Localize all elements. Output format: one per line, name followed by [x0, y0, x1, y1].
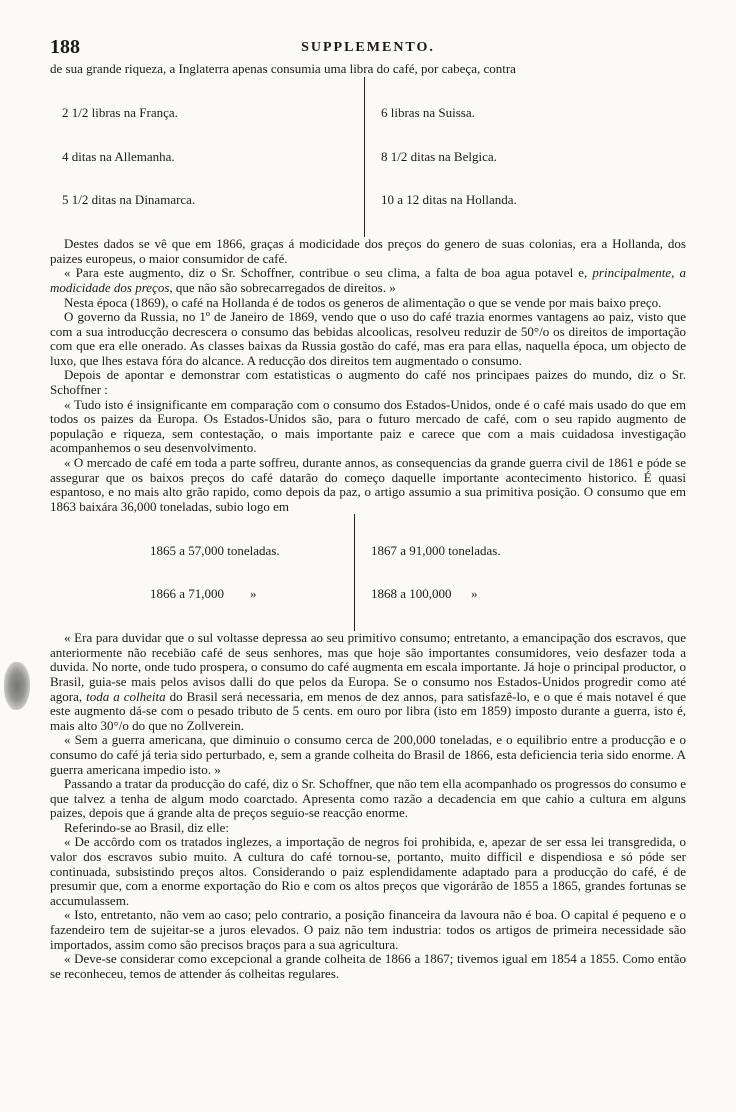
- paragraph-1: de sua grande riqueza, a Inglaterra apenas consumia uma libra do café, por cabeça, contra: [50, 61, 516, 76]
- running-title: SUPPLEMENTO.: [301, 40, 435, 55]
- consumption-table-left: [50, 77, 365, 238]
- paragraph-11: Passando a tratar da producção do café, diz o Sr. Schoffner, que não tem ella acompanhado os progressos do consumo e que talvez a tenha de algum modo coarctado. Apresenta como razão a decadencia em que cahio a cultura em alguns paizes, depois que á grande alta de preços seguio-se reacção enorme.: [50, 776, 686, 821]
- table-cell: 1865 a 57,000 toneladas.: [150, 542, 280, 558]
- paragraph-5: O governo da Russia, no 1º de Janeiro de 1869, vendo que o uso do café trazia enormes vantagens ao paiz, visto que com a sua introducção decrescera o consumo das bebidas alcoolicas, resolveu reduzir de 50°/o os direitos de importação com que era elle onerado. As classes baixas da Russia gostão do café, mas era para ellas, naquella época, um objecto de luxo, que lhes estava fóra do alcance. A reducção dos direitos tem augmentado o consumo.: [50, 309, 686, 368]
- page-number: 188: [50, 36, 80, 58]
- table-cell: 1867 a 91,000 toneladas.: [371, 542, 501, 558]
- tonnage-table-right: [371, 514, 501, 631]
- table-cell: 2 1/2 libras na França.: [62, 104, 178, 120]
- paragraph-9: « Era para duvidar que o sul voltasse depressa ao seu primitivo consumo; entretanto, a emancipação dos escravos, que anteriormente não recebião café de seus senhores, mas que hoje são importantes consumidores, veio desfazer toda a duvida. No norte, onde tudo prospera, o consumo do café augmenta em escala importante. Já hoje o principal productor, o Brasil, guia-se mais pelos avisos dalli do que pelos da Europa. Se o consumo nos Estados-Unidos progredir como até agora, toda a colheita do Brasil será necessaria, em menos de dez annos, para satisfazê-lo, e o que é mais notavel é que este augmento dá-se com o pesado tributo de 5 cents. em ouro por libra (isto em 1859) imposto durante a guerra, isto é, mais alto 30°/o do que no Zollverein.: [50, 630, 686, 733]
- page: [50, 36, 686, 981]
- table-cell: 1866 a 71,000 »: [150, 586, 257, 602]
- paragraph-8: « O mercado de café em toda a parte soffreu, durante annos, as consequencias da grande guerra civil de 1861 e póde se assegurar que os baixos preços do café datarão do começo daquelle importante acontecimento historico. É quasi espantoso, e no mais alto grão rapido, como depois da paz, o artigo assumio a sua primitiva posição. O consumo que em 1863 baixára 36,000 toneladas, subio logo em: [50, 455, 686, 514]
- table-cell: 6 libras na Suissa.: [381, 104, 475, 120]
- paragraph-7: « Tudo isto é insignificante em comparação com o consumo dos Estados-Unidos, onde é o café mais usado do que em todos os paizes da Europa. Os Estados-Unidos são, para o futuro mercado de café, com o seu rapido augmento de população e riqueza, sem contestação, o mais importante paiz e carece que com a mais cuidadosa investigação acompanhemos o seu desenvolvimento.: [50, 396, 686, 456]
- paragraph-15: « Deve-se considerar como excepcional a grande colheita de 1866 a 1867; tivemos igual em 1854 a 1855. Como então se reconheceu, temos de attender ás colheitas regulares.: [50, 951, 686, 981]
- paragraph-14: « Isto, entretanto, não vem ao caso; pelo contrario, a posição financeira da lavoura não é boa. O capital é pequeno e o fazendeiro tem de sujeitar-se a juros elevados. O paiz não tem industria: todos os artigos de primeira necessidade são importados, assim como são precisos braços para a sua agricultura.: [50, 907, 686, 952]
- tonnage-table: [50, 514, 686, 631]
- table-cell: 8 1/2 ditas na Belgica.: [381, 148, 497, 164]
- paragraph-10: « Sem a guerra americana, que diminuio o consumo cerca de 200,000 toneladas, e o equilibrio entre a producção e o consumo do café já teria sido perturbado, e, sem a grande colheita do Brasil de 1866, esta deficiencia teria sido enorme. A guerra americana impedio isto. »: [50, 732, 686, 777]
- paragraph-4: Nesta época (1869), o café na Hollanda é de todos os generos de alimentação o que se vende por mais baixo preço.: [64, 294, 662, 310]
- table-cell: 1868 a 100,000 »: [371, 586, 478, 602]
- consumption-table-right: [381, 77, 517, 238]
- paragraph-6: Depois de apontar e demonstrar com estatisticas o augmento do café nos principaes paizes do mundo, diz o Sr. Schoffner :: [50, 367, 686, 398]
- table-cell: 10 a 12 ditas na Hollanda.: [381, 192, 517, 208]
- emphasis: principalmente, a modicidade dos preços: [50, 265, 686, 295]
- paragraph-13: « De accôrdo com os tratados inglezes, a importação de negros foi prohibida, e, apezar de ser essa lei transgredida, o valor dos escravos subio muito. A cultura do café tornou-se, portanto, muito difficil e dispendiosa e só póde ser continuada, subsistindo preços altos. Considerando o paiz esplendidamente adaptado para a producção do café, é de presumir que, com a enorme exportação do Rio e com os altos preços que vigorárão de 1855 a 1865, grandes fortunas se accumulassem.: [50, 834, 686, 908]
- table-cell: 4 ditas na Allemanha.: [62, 148, 175, 164]
- paragraph-3: « Para este augmento, diz o Sr. Schoffner, contribue o seu clima, a falta de boa agua potavel e, principalmente, a modicidade dos preços, que não são sobrecarregados de direitos. »: [50, 265, 686, 295]
- paragraph-12: Referindo-se ao Brasil, diz elle:: [64, 819, 229, 835]
- ink-blot: [4, 662, 30, 710]
- page-header: [50, 36, 686, 62]
- tonnage-table-left: [50, 514, 355, 631]
- emphasis: toda a colheita: [86, 688, 166, 704]
- table-cell: 5 1/2 ditas na Dinamarca.: [62, 192, 196, 208]
- consumption-table: [50, 77, 686, 238]
- paragraph-2: Destes dados se vê que em 1866, graças á modicidade dos preços do genero de suas colonias, era a Hollanda, dos paizes europeus, o maior consumidor de café.: [50, 236, 686, 266]
